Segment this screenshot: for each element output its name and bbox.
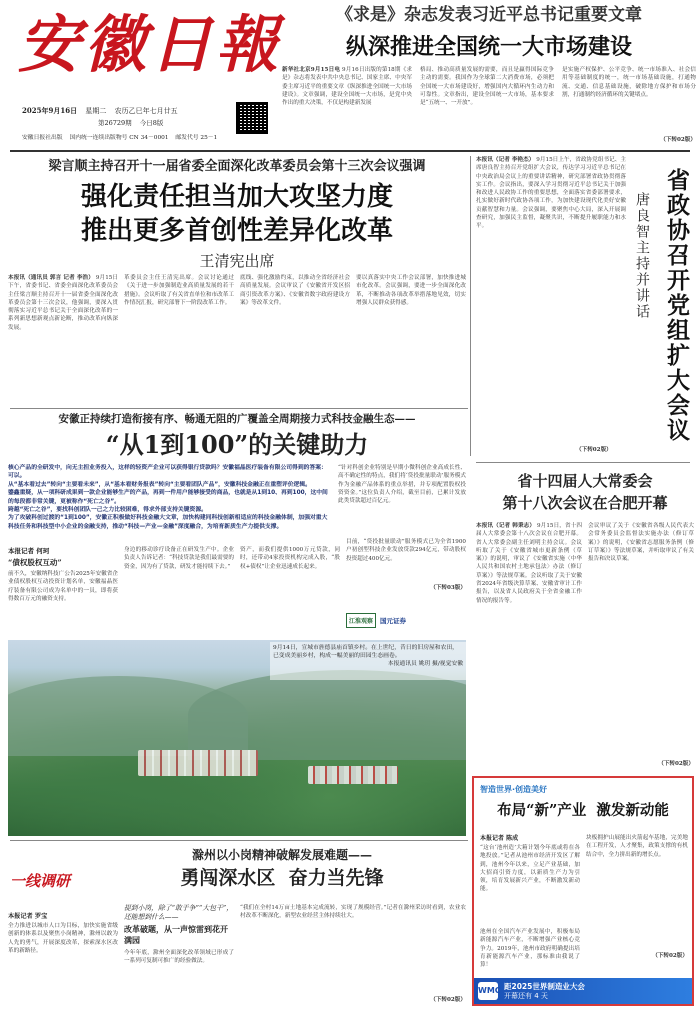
issue-line xyxy=(98,118,163,127)
chuzhou-quote-2: 改革破题，从一声惊雷到花开满园 xyxy=(124,924,228,945)
sci-intro-2: 从“基本看过去”转向“主要看未来”，从“基本看财务报表”转向“主要看团队产品”，安徽科技金融正在重塑评价逻辑。 xyxy=(8,481,311,488)
lead-pre-headline: 梁言顺主持召开十一届省委全面深化改革委员会第十三次会议强调 xyxy=(48,159,426,174)
publisher: 安徽日报社出版 xyxy=(22,135,63,141)
sci-intro-5: 为了攻破科创过渡的“1到100”，安徽正积极做好科技金融大文章，加快构建同科技创新相适应的科技金融体制，加强对重大科技任务和科技型中小企业的金融支持，推动“科技—产业—金融”深度融合，为培育新质生产力提供支撑。 xyxy=(8,515,328,530)
lead-headline-1: 强化责任担当加大攻坚力度 xyxy=(80,182,393,212)
feature-continue[interactable]: （下转02版） xyxy=(652,953,688,959)
frontline-tag-label: 一线调研 xyxy=(10,872,71,890)
sci-finance-story xyxy=(8,412,466,540)
npc-continue[interactable]: （下转02版） xyxy=(658,760,694,767)
sci-continue[interactable]: （下转03版） xyxy=(430,585,466,591)
feature-headline: 布局“新”产业 激发新动能 xyxy=(497,802,669,819)
issue-number: 第26729期 xyxy=(98,119,132,127)
lead-headline-2: 推出更多首创性差异化改革 xyxy=(80,216,393,246)
lead-body-c: 底线、强化激励约束，以推动全省经济社会高质量发展。会议审议了《安徽省开发区招商引资改革方案》、《安徽省数字政府建设方案》等改革文件。 xyxy=(240,275,350,306)
reporter-sub: “债权股权互动” xyxy=(8,558,62,567)
expo-logo-icon: WMC xyxy=(478,982,498,1000)
chuzhou-continue[interactable]: （下转02版） xyxy=(430,997,466,1003)
postal-code: 邮发代号 25－1 xyxy=(175,135,218,141)
chuzhou-quote-1: 提到小岗，除了“敢于争”“大包干”，还能想到什么—— xyxy=(124,904,234,921)
sci-intro-box xyxy=(8,464,328,540)
weekday: 星期二 xyxy=(85,107,107,115)
sci-intro-3: 鎏鑫重疑，从一项科研成果到一款企业能够生产的产品，再到一件用户能够接受的商品，也就是从1到10、再到100，这中间的每段都非常关键，更被称作“死亡之谷”。 xyxy=(8,490,328,505)
top-story-dateline: 新华社北京9月15日电 xyxy=(282,67,341,73)
page-count: 今日8版 xyxy=(139,119,164,127)
masthead-date-line xyxy=(22,106,242,116)
cn-number: 国内统一连续出版物号 CN 34－0001 xyxy=(69,135,169,141)
npc-body-2: 会议审议了关于《安徽省各级人民代表大会常务委员会监督法实施办法（修订草案）》的说明，《安徽省志愿服务条例（修订草案）》等法规草案，并听取审议了有关报告和决议草案。 xyxy=(588,523,694,563)
cppcc-byline: 本报讯（记者 李艳杰） xyxy=(476,157,535,163)
mountain-shape xyxy=(188,670,466,760)
feature-body-2: 池州在全国汽车产业发展中，积极布局新能源汽车产业，不断增强产业核心竞争力。2019年，池州市政府明确提出培育新能源汽车产业，那标准由我说了算！ xyxy=(480,929,580,969)
chuzhou-story xyxy=(8,846,466,1006)
publisher-line xyxy=(22,132,217,141)
lead-story xyxy=(8,158,466,406)
photo-caption: 9月14日，宣城市旌德县庙首镇乡村。在上世纪，昔日的旧房屋和农田，已变成美丽乡村，构成一幅美丽的田园生态画卷。 xyxy=(273,645,458,659)
sponsor-logos xyxy=(346,604,466,636)
reporter-body: 前不久，安徽纳科技广公告2025年安徽省企业债权股权互动投资计划名单，安徽福晶医疗装备有限公司成为名单中的一员，即将获得数百万元的融资支持。 xyxy=(8,571,118,602)
landscape-photo xyxy=(8,640,466,836)
top-story-continue[interactable]: （下转02版） xyxy=(660,136,696,143)
lead-body-d: 要以真落实中央工作会议部署，加快推进城市化改革。会议强调，要进一步全面深化改革，不断推动各项改革举措落地见效，切实增强人民群众获得感。 xyxy=(356,275,466,306)
chuzhou-col2: 今年年底，滁州全面深化改革领域已形成了一系列可复制可推广的经验做法。 xyxy=(124,950,234,965)
npc-body: 9月15日，省十四届人大常委会第十八次会议在合肥开幕。省人大常委会副主任刘明主持会议。会议听取了关于《安徽省城市更新条例（草案）》的说明，审议了《安徽省实施〈中华人民共和国农村土地承包法〉办法（修订草案）》等法规草案。会议听取了关于安徽省2024年省级决算草案、安徽省审计工作报告，以及省人民政府关于全省金融工作情况的报告等。 xyxy=(476,523,582,604)
npc-byline: 本报讯（记者 韩秉志） xyxy=(476,523,536,529)
top-story-headline: 纵深推进全国统一大市场建设 xyxy=(345,34,632,60)
expo-countdown-label: 距2025世界制造业大会 xyxy=(504,982,585,991)
expo-countdown-banner xyxy=(474,978,692,1004)
cppcc-continue[interactable]: （下转02版） xyxy=(576,447,612,453)
lead-body-b: 革委员会主任王清宪出席。会议讨论通过《关于进一步加强制造业高质量发展的若干措施》。会议听取了有关省直单位和市改革工作情况汇报，研究部署下一阶段改革工作。 xyxy=(124,275,234,306)
sci-pre-headline: 安徽正持续打造衔接有序、畅通无阻的广覆盖全周期接力式科技金融生态—— xyxy=(58,413,416,425)
lead-byline: 本报讯（通讯员 郭言 记者 李浩） xyxy=(8,275,94,281)
cppcc-vertical-title: 省政协召开党组扩大会议 xyxy=(663,168,690,443)
expo-countdown-days: 开幕还有 4 天 xyxy=(504,992,548,1000)
top-story-body-1: 9月16日出版的第18期《求是》杂志将发表中共中央总书记、国家主席、中央军委主席习近平的重要文章《纵深推进全国统一大市场建设》。文章强调，建设全国统一大市场，是党中央作出的重大决策，不仅是构建新发展 xyxy=(282,67,412,107)
qr-code-icon xyxy=(236,102,268,134)
npc-headline-2: 第十八次会议在合肥开幕 xyxy=(502,494,668,512)
sci-col-right: “针对科创企业特别是早期小微科创企业高成长性、高不确定性的特点，我们将‘贷投批量联动’服务模式作为金融产品体系的重点举措，并专项配置股权投资资金。”这位负责人介绍，截至目前，已累计发放此类贷款超过百亿元。 xyxy=(338,465,466,505)
sci-headline: “从1到100”的关键助力 xyxy=(105,430,369,459)
chuzhou-body: 全力推进以城市人口为目标，加快实施省级创新的体系以及聚焦小岗精神，滁州以敢为人先的勇气，开展深度改革，探索深水区改革的新路径。 xyxy=(8,923,118,954)
feature-box xyxy=(472,776,694,1006)
sponsor-logo-guoyuan: 国元证券 xyxy=(380,616,407,625)
feature-body-3: 块板拥护山展能出火箭起车基地，完美地在工程开发，人才聚集，政策支撑的有机结合中，全力拼出新的增长点。 xyxy=(586,835,688,858)
village-houses xyxy=(138,750,258,776)
newspaper-logo: 安徽日報 xyxy=(18,8,283,81)
npc-headline-1: 省十四届人大常委会 xyxy=(517,472,653,490)
npc-story xyxy=(476,470,694,770)
lunar-date: 农历乙巳年七月廿五 xyxy=(114,107,178,115)
feature-tag: 智造世界·创造美好 xyxy=(480,785,548,794)
reporter-section xyxy=(8,539,466,636)
chuzhou-byline: 本报记者 罗宝 xyxy=(8,913,48,920)
cppcc-vertical-sub: 唐良智主持并讲话 xyxy=(634,192,650,320)
feature-byline: 本报记者 陈成 xyxy=(480,835,519,842)
top-story xyxy=(282,4,696,146)
reporter-byline: 本报记者 何珂 xyxy=(8,547,50,555)
top-story-body-3: 是实施产权保护、公平竞争、统一市场准入、社会信用等基础制度的统一，统一市场基础设施，打通物流、交通、信息基础设施，破除地方保护和市场分割，打通制约经济循环的关键堵点。 xyxy=(562,67,696,98)
issue-date: 2025年9月16日 xyxy=(22,106,78,115)
sci-col-right-2: 目前，“贷投批量联动”服务模式已为全省1900户初创型科技企业发放贷款294亿元，带动股权投资超过400亿元。 xyxy=(346,539,466,562)
top-story-kicker: 《求是》杂志发表习近平总书记重要文章 xyxy=(336,5,642,25)
lead-attendance: 王清宪出席 xyxy=(199,252,275,270)
reporter-col2: 身边的移动诊疗设备正在研发生产中。企业负责人告诉记者：“科技贷款是我们最需要的资金，因为有了贷款，研发才能持续下去。” xyxy=(124,547,234,570)
cppcc-body: 9月15日上午，省政协党组书记、主席唐良智主持召开党组扩大会议，传达学习习近平总书记在中央政治局会议上的重要讲话精神，研究部署省政协贯彻落实工作。会议指出，要深入学习贯彻习近平总书记关于加强和改进人民政协工作的重要思想，全面落实省委部署要求，扎实做好新时代政协各项工作，为加快建设现代化美好安徽贡献智慧和力量。会议强调，要聚焦中心大局，深入开展调查研究，加强民主监督，凝聚共识，不断提升履职能力和水平。 xyxy=(476,157,626,230)
sponsor-logo-jianghuai: 江淮观察 xyxy=(346,613,376,628)
feature-body: “这台‘池州造’大箱计划今年底或将在各地投放。”记者从池州市经济开发区了解到，池州今年以来，立足产业基础，加大招商引资力度，以新质生产力为引领，培育发展新兴产业，不断激发新动能。 xyxy=(480,845,580,893)
lead-body-a: 9月15日下午，省委书记、省委全面深化改革委员会主任梁言顺主持召开十一届省委全面深化改革委员会第十三次会议，他强调，要深入贯彻落实习近平总书记关于全面深化改革的一系列新思想新观点新论断，推动改革向纵深发展。 xyxy=(8,275,118,331)
top-story-body-2: 格局、推动高质量发展的需要，而且是赢得国际竞争主动的需要。我国作为全球第二大消费市场，必须把全国统一大市场建设好，增强国内大循环内生动力和可靠性。文章指出，建设全国统一大市场，基本要求是“五统一、一开放”。 xyxy=(420,67,554,107)
photo-credit: 本报通讯员 姚玥 摄/视觉安徽 xyxy=(387,661,463,667)
chuzhou-col3: “我们在全村14万亩土地基本完成流转，实现了规模经营。”记者在滁州采访时看到，农业农村改革不断深化，新型农业经营主体持续壮大。 xyxy=(240,905,466,920)
reporter-col3: 资产，而我们提供1000万元贷款，同时，还带动4家投资机构完成入股，“股权+债权”让企业迅速成长起来。 xyxy=(240,547,340,570)
cppcc-story xyxy=(476,156,694,460)
sci-intro-1: 核心产品的全研发中，向无主担业务投入，这样的轻资产企业可以获得银行贷款吗？安徽福晶医疗装备有限公司得到的答案：可以。 xyxy=(8,465,327,480)
chuzhou-headline: 勇闯深水区 奋力当先锋 xyxy=(180,867,384,889)
section-tag-frontline xyxy=(10,870,90,898)
sci-intro-4: 跨越“死亡之谷”，要找科创团队一己之力比较困难，得求外部支持关键资源。 xyxy=(8,507,207,514)
chuzhou-pre-headline: 滁州以小岗精神破解发展难题—— xyxy=(191,848,372,862)
village-houses xyxy=(308,766,398,784)
